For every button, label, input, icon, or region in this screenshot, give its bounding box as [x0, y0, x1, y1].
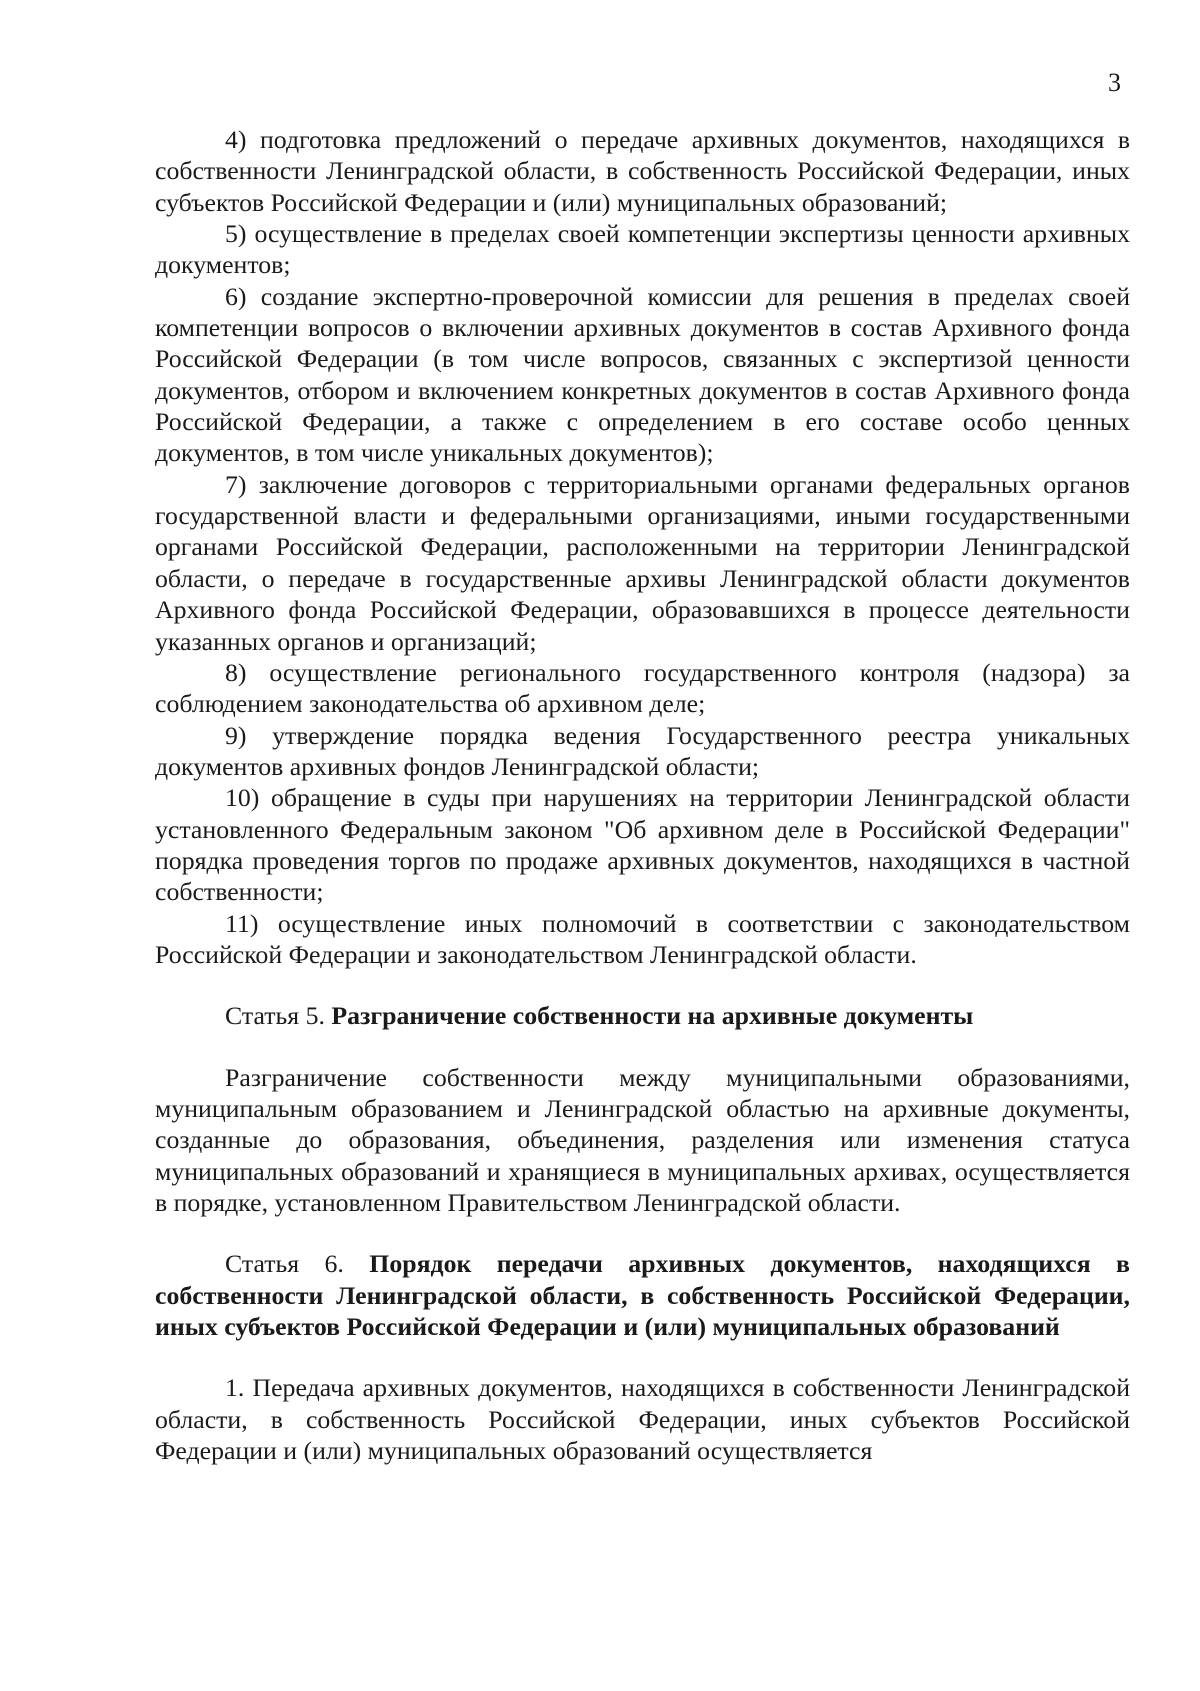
list-item-8: 8) осуществление регионального государственного контроля (надзора) за соблюдением законодательства об архивном деле; — [155, 657, 1130, 719]
list-item-9: 9) утверждение порядка ведения Государственного реестра уникальных документов архивных фондов Ленинградской области; — [155, 720, 1130, 781]
article-5-title: Разграничение собственности на архивные документы — [331, 1001, 974, 1031]
list-item-10: 10) обращение в суды при нарушениях на территории Ленинградской области установленного Федеральным законом "Об архивном деле в Российской Федерации" порядка проведения торгов по продаже архивных документов, находящихся в частной собственности; — [155, 783, 1130, 907]
article-6-title: Порядок передачи архивных документов, находящихся в собственности Ленинградской области, в собственность Российской Федерации, иных субъектов Российской Федерации и (или) муниципальных образований — [155, 1249, 1130, 1342]
article-6-heading — [155, 1248, 1130, 1342]
article-5-heading — [155, 1000, 1130, 1031]
article-5-text: Разграничение собственности между муниципальными образованиями, муниципальным образованием и Ленинградской областью на архивные документы, созданные до образования, объединения, разделения или изменения статуса муниципальных образований и хранящиеся в муниципальных архивах, осуществляется в порядке, установленном Правительством Ленинградской области. — [155, 1062, 1130, 1217]
list-item-5: 5) осуществление в пределах своей компетенции экспертизы ценности архивных документов; — [155, 219, 1130, 280]
article-5-label: Статья 5. — [225, 1001, 325, 1031]
list-item-4: 4) подготовка предложений о передаче архивных документов, находящихся в собственности Ленинградской области, в собственность Российской Федерации, иных субъектов Российской Федерации и (или) муниципальных образований; — [155, 125, 1130, 217]
list-item-11: 11) осуществление иных полномочий в соответствии с законодательством Российской Федерации и законодательством Ленинградской области. — [155, 908, 1130, 969]
document-body — [155, 124, 1130, 1466]
list-item-7: 7) заключение договоров с территориальными органами федеральных органов государственной власти и федеральными организациями, иными государственными органами Российской Федерации, расположенными на территории Ленинградской области, о передаче в государственные архивы Ленинградской области документов Архивного фонда Российской Федерации, образовавшихся в процессе деятельности указанных органов и организаций; — [155, 469, 1130, 656]
article-6-label: Статья 6. — [225, 1249, 344, 1279]
page-number: 3 — [1108, 68, 1121, 97]
article-6-text: 1. Передача архивных документов, находящихся в собственности Ленинградской области, в собственность Российской Федерации, иных субъектов Российской Федерации и (или) муниципальных образований осуществляется — [155, 1373, 1130, 1466]
list-item-6: 6) создание экспертно-проверочной комиссии для решения в пределах своей компетенции вопросов о включении архивных документов в состав Архивного фонда Российской Федерации (в том числе вопросов, связанных с экспертизой ценности документов, отбором и включением конкретных документов в состав Архивного фонда Российской Федерации, а также с определением в его составе особо ценных документов, в том числе уникальных документов); — [155, 281, 1130, 468]
